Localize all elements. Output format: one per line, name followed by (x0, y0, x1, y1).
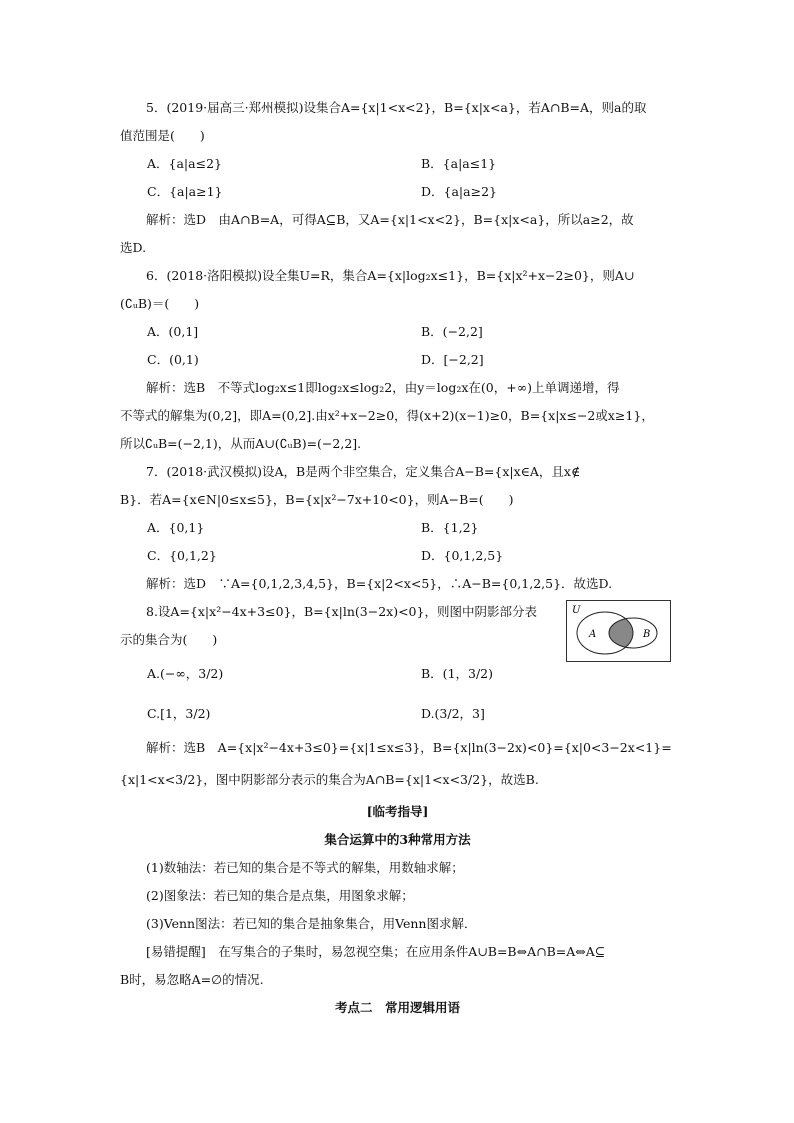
q5-option-d: D．{a|a≥2} (421, 184, 497, 199)
q5-option-c: C．{a|a≥1} (147, 184, 223, 199)
q5-option-b: B．{a|a≤1} (421, 156, 497, 171)
q8-option-d: D.(3/2，3] (421, 706, 485, 721)
tips-subheading: 集合运算中的3种常用方法 (324, 832, 471, 847)
method-1: (1)数轴法：若已知的集合是不等式的解集，用数轴求解； (146, 860, 464, 875)
q7-stem-line2: B}．若A={x∈N|0≤x≤5}，B={x|x²−7x+10<0}，则A−B=( ) (120, 492, 514, 507)
q6-stem-line2: (∁ᵤB)＝( ) (120, 296, 200, 311)
q7-stem-line1: 7．(2018·武汉模拟)设A，B是两个非空集合，定义集合A−B={x|x∈A，且x∉ (146, 464, 581, 479)
q6-solution-line1: 解析：选B 不等式log₂x≤1即log₂x≤log₂2，由y＝log₂x在(0，+∞)上单调递增，得 (146, 380, 620, 395)
q7-option-b: B．{1,2} (421, 520, 479, 535)
q8-solution-line2: {x|1<x<3/2}，图中阴影部分表示的集合为A∩B={x|1<x<3/2}，故选B. (120, 772, 539, 787)
venn-label-b: B (643, 629, 651, 640)
warning-line1: [易错提醒] 在写集合的子集时，易忽视空集；在应用条件A∪B=B⇔A∩B=A⇔A⊆ (146, 944, 606, 959)
q8-solution-line1: 解析：选B A={x|x²−4x+3≤0}={x|1≤x≤3}，B={x|ln(3−2x)<0}={x|0<3−2x<1}= (146, 740, 672, 755)
q7-options-row1 (120, 514, 675, 542)
q6-options-row1 (120, 318, 675, 346)
q5-options-row1 (120, 150, 675, 178)
q5-stem-line1: 5．(2019·届高三·郑州模拟)设集合A={x|1<x<2}，B={x|x<a}，若A∩B=A，则a的取 (146, 100, 647, 115)
venn-diagram (566, 600, 671, 662)
q8-option-a: A.(−∞，3/2) (147, 666, 224, 681)
q6-option-d: D．[−2,2] (421, 352, 484, 367)
question-5 (120, 94, 675, 262)
q5-solution-line2: 选D. (120, 240, 147, 255)
venn-label-a: A (589, 629, 597, 640)
q6-option-a: A．(0,1] (147, 324, 199, 339)
method-2: (2)图象法：若已知的集合是点集，用图象求解； (146, 888, 414, 903)
q7-option-d: D．{0,1,2,5} (421, 548, 504, 563)
question-6 (120, 262, 675, 458)
section-title: 考点二 常用逻辑用语 (334, 1000, 460, 1015)
q5-stem-line2: 值范围是( ) (120, 128, 205, 143)
q8-stem-line1: 8.设A={x|x²−4x+3≤0}，B={x|ln(3−2x)<0}，则图中阴影部分表 (146, 604, 537, 619)
q5-option-a: A．{a|a≤2} (147, 156, 222, 171)
q6-option-c: C．(0,1) (147, 352, 199, 367)
q8-option-b: B．(1，3/2) (421, 666, 494, 681)
question-7 (120, 458, 675, 598)
content (120, 94, 675, 1022)
q7-option-c: C．{0,1,2} (147, 548, 217, 563)
venn-svg (567, 601, 670, 661)
warning-line2: B时，易忽略A=∅的情况. (120, 972, 264, 987)
q6-solution-line3: 所以∁ᵤB=(−2,1)，从而A∪(∁ᵤB)=(−2,2]. (120, 436, 362, 451)
q8-options-row2 (120, 694, 675, 734)
q6-option-b: B．(−2,2] (421, 324, 483, 339)
q8-stem-line2: 示的集合为( ) (120, 632, 218, 647)
q6-stem-line1: 6．(2018·洛阳模拟)设全集U=R，集合A={x|log₂x≤1}，B={x|x²+x−2≥0}，则A∪ (146, 268, 635, 283)
q7-option-a: A．{0,1} (147, 520, 205, 535)
q7-options-row2 (120, 542, 675, 570)
venn-label-u: U (572, 605, 581, 616)
q6-options-row2 (120, 346, 675, 374)
q5-options-row2 (120, 178, 675, 206)
q5-solution-line1: 解析：选D 由A∩B=A，可得A⊆B，又A={x|1<x<2}，B={x|x<a}，所以a≥2，故 (146, 212, 634, 227)
method-3: (3)Venn图法：若已知的集合是抽象集合，用Venn图求解． (146, 916, 477, 931)
q7-solution-line1: 解析：选D ∵A={0,1,2,3,4,5}，B={x|2<x<5}，∴A−B={0,1,2,5}．故选D. (146, 576, 613, 591)
tips-heading: [临考指导] (366, 804, 429, 819)
tips-section (120, 798, 675, 994)
q6-solution-line2: 不等式的解集为(0,2]，即A=(0,2].由x²+x−2≥0，得(x+2)(x−1)≥0，B={x|x≤−2或x≥1}， (120, 408, 654, 423)
q8-option-c: C.[1，3/2) (147, 706, 211, 721)
